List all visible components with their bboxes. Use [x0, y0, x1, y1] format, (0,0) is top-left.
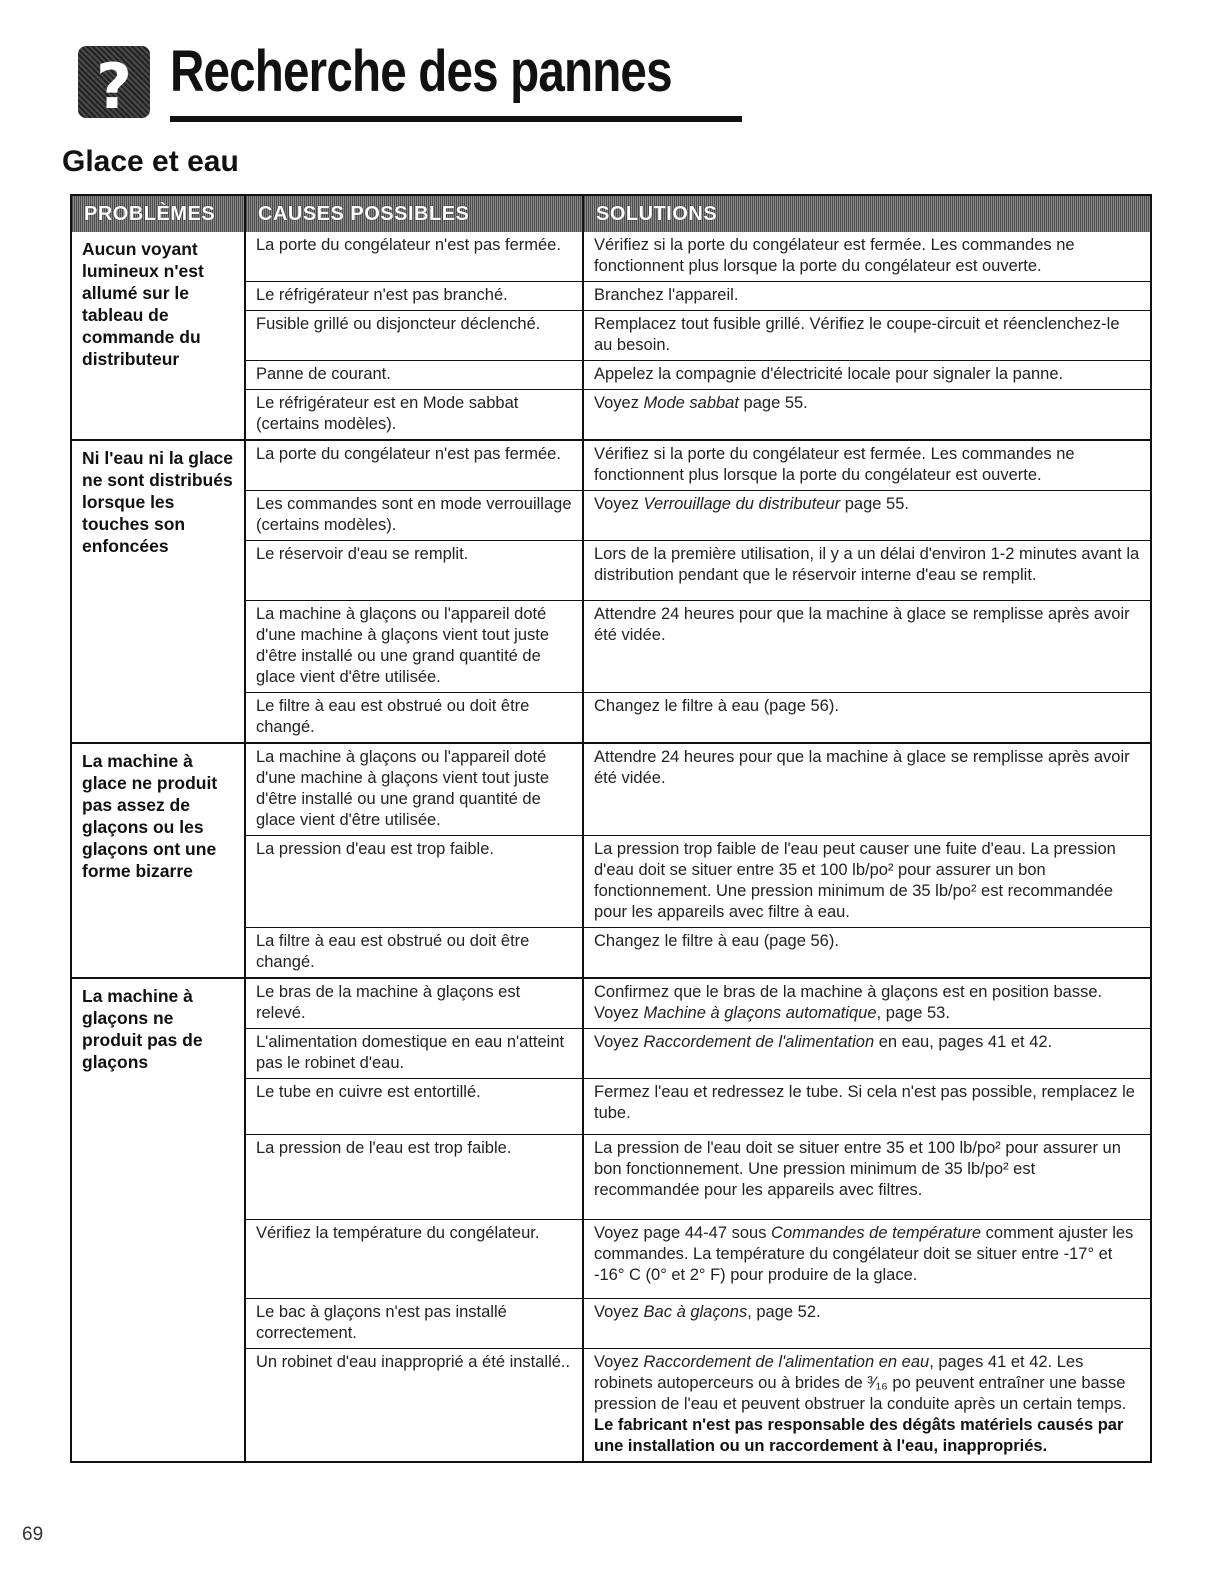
solution-text: Attendre 24 heures pour que la machine à glace se remplisse après avoir été vidée. [594, 748, 1130, 787]
solution-text: Voyez page 44-47 sous [594, 1224, 772, 1242]
question-mark-icon: ? [78, 46, 150, 118]
reference-link-text: Verrouillage du distributeur [643, 495, 841, 513]
section-title: Glace et eau [62, 145, 239, 178]
solution-cell [583, 978, 1151, 1029]
solution-cell [583, 440, 1151, 491]
cause-cell: Le bac à glaçons n'est pas installé correctement. [245, 1299, 583, 1349]
solution-cell [583, 1029, 1151, 1079]
cause-cell: Le réservoir d'eau se remplit. [245, 541, 583, 601]
table-row [71, 232, 1151, 282]
solution-text: Remplacez tout fusible grillé. Vérifiez le coupe-circuit et réenclenchez-le au besoin. [594, 315, 1120, 354]
solution-cell [583, 361, 1151, 390]
problem-cell: La machine à glaçons ne produit pas de glaçons [71, 978, 245, 1462]
problem-cell: Ni l'eau ni la glace ne sont distribués lorsque les touches son enfoncées [71, 440, 245, 743]
cause-cell: L'alimentation domestique en eau n'atteint pas le robinet d'eau. [245, 1029, 583, 1079]
page-number: 69 [22, 1524, 44, 1545]
table-row [71, 978, 1151, 1029]
cause-cell: Le réfrigérateur n'est pas branché. [245, 282, 583, 311]
cause-cell: Le tube en cuivre est entortillé. [245, 1079, 583, 1135]
title-underline [170, 116, 742, 122]
solution-text: , page 52. [747, 1303, 821, 1321]
solution-text: Lors de la première utilisation, il y a un délai d'environ 1-2 minutes avant la distribution pendant que le réservoir interne d'eau se remplit. [594, 545, 1140, 584]
solution-text: Fermez l'eau et redressez le tube. Si cela n'est pas possible, remplacez le tube. [594, 1083, 1135, 1122]
solution-text: comment ajuster les commandes. La température du congélateur doit se situer entre -17° et -16° C (0° et 2° F) pour produire de la glace. [594, 1224, 1134, 1284]
problem-cell: La machine à glace ne produit pas assez de glaçons ou les glaçons ont une forme bizarre [71, 743, 245, 978]
table-header-row [71, 195, 1151, 232]
solution-text: Vérifiez si la porte du congélateur est fermée. Les commandes ne fonctionnent plus lorsque la porte du congélateur est ouverte. [594, 445, 1075, 484]
solution-cell [583, 232, 1151, 282]
page-header [78, 38, 678, 128]
solution-text: La pression trop faible de l'eau peut causer une fuite d'eau. La pression d'eau doit se situer entre 35 et 100 lb/po² pour assurer un bon fonctionnement. Une pression minimum de 35 lb/po² est recommandée pour les appareils avec filtre à eau. [594, 840, 1116, 921]
solution-text: Confirmez que le bras de la machine à glaçons est en position basse. Voyez [594, 983, 1103, 1022]
header-causes: CAUSES POSSIBLES [245, 195, 583, 232]
reference-link-text: Bac à glaçons [643, 1303, 748, 1321]
troubleshooting-table [70, 194, 1152, 1463]
solution-cell [583, 282, 1151, 311]
solution-text: Voyez [594, 1353, 644, 1371]
solution-text: Attendre 24 heures pour que la machine à glace se remplisse après avoir été vidée. [594, 605, 1130, 644]
solution-text: La pression de l'eau doit se situer entre 35 et 100 lb/po² pour assurer un bon fonctionnement. Une pression minimum de 35 lb/po² est recommandée pour les appareils avec filtres. [594, 1139, 1121, 1199]
cause-cell: Panne de courant. [245, 361, 583, 390]
reference-link-text: Raccordement de l'alimentation [643, 1033, 875, 1051]
solution-cell [583, 1220, 1151, 1299]
solution-cell [583, 693, 1151, 744]
solution-text: page 55. [738, 394, 808, 412]
cause-cell: Vérifiez la température du congélateur. [245, 1220, 583, 1299]
solution-cell [583, 491, 1151, 541]
cause-cell: Un robinet d'eau inapproprié a été installé.. [245, 1349, 583, 1463]
solution-cell [583, 928, 1151, 979]
cause-cell: La pression de l'eau est trop faible. [245, 1135, 583, 1220]
cause-cell: Fusible grillé ou disjoncteur déclenché. [245, 311, 583, 361]
solution-text: Branchez l'appareil. [594, 286, 739, 304]
solution-text: page 55. [840, 495, 909, 513]
cause-cell: Le bras de la machine à glaçons est relevé. [245, 978, 583, 1029]
problem-cell: Aucun voyant lumineux n'est allumé sur le tableau de commande du distributeur [71, 232, 245, 440]
warning-text: Le fabricant n'est pas responsable des dégâts matériels causés par une installation ou un raccordement à l'eau, inappropriés. [594, 1416, 1124, 1455]
solution-cell [583, 541, 1151, 601]
cause-cell: La porte du congélateur n'est pas fermée. [245, 232, 583, 282]
reference-link-text: Raccordement de l'alimentation en eau [643, 1353, 930, 1371]
cause-cell: La machine à glaçons ou l'appareil doté d'une machine à glaçons vient tout juste d'être installé ou une grand quantité de glace vient d'être utilisée. [245, 601, 583, 693]
solution-cell [583, 390, 1151, 441]
solution-cell [583, 1079, 1151, 1135]
header-solutions: SOLUTIONS [583, 195, 1151, 232]
solution-text: en eau, pages 41 et 42. [874, 1033, 1053, 1051]
cause-cell: Les commandes sont en mode verrouillage (certains modèles). [245, 491, 583, 541]
solution-cell [583, 743, 1151, 836]
cause-cell: La machine à glaçons ou l'appareil doté d'une machine à glaçons vient tout juste d'être installé ou une grand quantité de glace vient d'être utilisée. [245, 743, 583, 836]
cause-cell: Le réfrigérateur est en Mode sabbat (certains modèles). [245, 390, 583, 441]
table-row [71, 440, 1151, 491]
cause-cell: La filtre à eau est obstrué ou doit être changé. [245, 928, 583, 979]
solution-cell [583, 1299, 1151, 1349]
solution-text: Changez le filtre à eau (page 56). [594, 697, 839, 715]
solution-text: Voyez [594, 495, 644, 513]
solution-text: Voyez [594, 1303, 644, 1321]
cause-cell: La pression d'eau est trop faible. [245, 836, 583, 928]
solution-cell [583, 311, 1151, 361]
header-problems: PROBLÈMES [71, 195, 245, 232]
reference-link-text: Mode sabbat [643, 394, 739, 412]
solution-text: Appelez la compagnie d'électricité locale pour signaler la panne. [594, 365, 1064, 383]
solution-cell [583, 601, 1151, 693]
page-title: Recherche des pannes [170, 39, 672, 104]
reference-link-text: Machine à glaçons automatique [643, 1004, 877, 1022]
solution-text: Voyez [594, 394, 644, 412]
solution-cell [583, 1135, 1151, 1220]
solution-text: , page 53. [876, 1004, 950, 1022]
solution-cell [583, 1349, 1151, 1463]
table-row [71, 743, 1151, 836]
solution-text: Vérifiez si la porte du congélateur est fermée. Les commandes ne fonctionnent plus lorsque la porte du congélateur est ouverte. [594, 236, 1075, 275]
reference-link-text: Commandes de température [771, 1224, 982, 1242]
cause-cell: La porte du congélateur n'est pas fermée. [245, 440, 583, 491]
solution-cell [583, 836, 1151, 928]
solution-text: Changez le filtre à eau (page 56). [594, 932, 839, 950]
solution-text: Voyez [594, 1033, 644, 1051]
solution-text: , pages 41 et 42. Les robinets autoperceurs ou à brides de ³⁄₁₆ po peuvent entraîner une basse pression de l'eau et peuvent obstruer la conduite après un certain temps. [594, 1353, 1127, 1413]
cause-cell: Le filtre à eau est obstrué ou doit être changé. [245, 693, 583, 744]
